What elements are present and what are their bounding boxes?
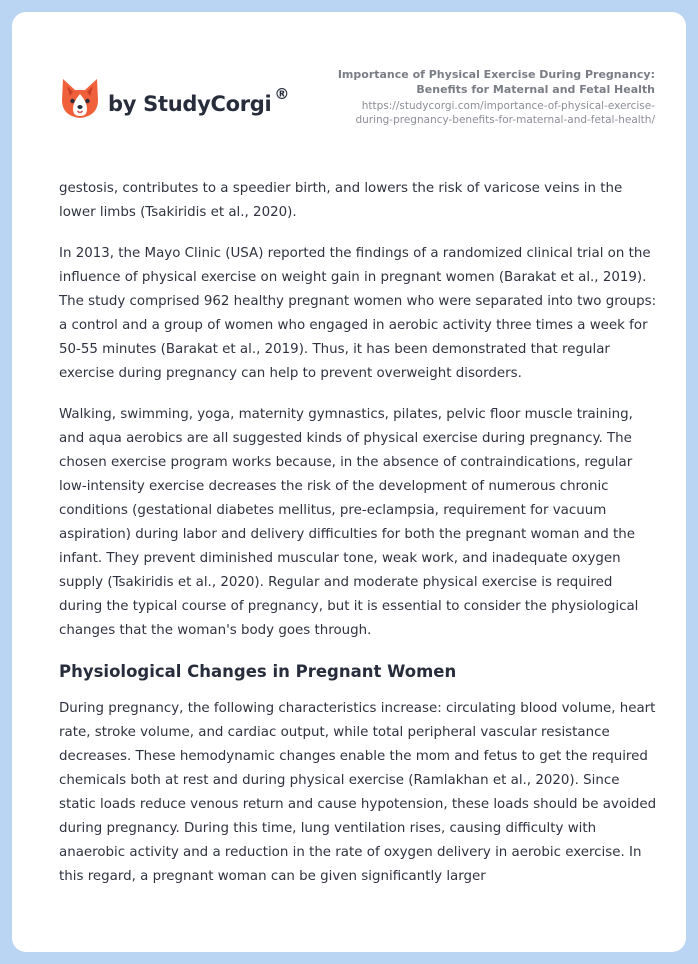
brand-name: by StudyCorgi ® <box>108 84 290 116</box>
paragraph: During pregnancy, the following characteristics increase: circulating blood volume, heart rate, stroke volume, and cardiac output, while total peripheral vascular resistance decreases. These hemodynamic changes enable the mom and fetus to get the required chemicals both at rest and during physical exercise (Ramlakhan et al., 2020). Since static loads reduce venous return and cause hypotension, these loads should be avoided during pregnancy. During this time, lung ventilation rises, causing difficulty with anaerobic activity and a reduction in the rate of oxygen delivery in aerobic exercise. In this regard, a pregnant woman can be given significantly larger <box>59 701 657 884</box>
trademark-symbol: ® <box>274 84 290 103</box>
document-title: Importance of Physical Exercise During Pregnancy: Benefits for Maternal and Fetal Health <box>337 68 655 96</box>
corgi-icon <box>60 76 100 120</box>
paragraph: Walking, swimming, yoga, maternity gymnastics, pilates, pelvic floor muscle training, and aqua aerobics are all suggested kinds of physical exercise during pregnancy. The chosen exercise program works because, in the absence of contraindications, regular low-intensity exercise decreases the risk of the development of numerous chronic conditions (gestational diabetes mellitus, pre-eclampsia, requirement for vacuum aspiration) during labor and delivery difficulties for both the pregnant woman and the infant. They prevent diminished muscular tone, weak work, and inadequate oxygen supply (Tsakiridis et al., 2020). Regular and moderate physical exercise is required during the typical course of pregnancy, but it is essential to consider the physiological changes that the woman's body goes through. <box>59 407 639 638</box>
document-meta <box>325 67 655 127</box>
document-body <box>59 177 659 906</box>
document-url[interactable]: https://studycorgi.com/importance-of-physical-exercise-during-pregnancy-benefits-for-maternal-and-fetal-health/ <box>355 100 655 126</box>
document-page <box>12 12 686 952</box>
section-heading: Physiological Changes in Pregnant Women <box>59 662 457 681</box>
studycorgi-logo[interactable] <box>60 76 289 120</box>
paragraph: In 2013, the Mayo Clinic (USA) reported the findings of a randomized clinical trial on the influence of physical exercise on weight gain in pregnant women (Barakat et al., 2019). The study comprised 962 healthy pregnant women who were separated into two groups: a control and a group of women who engaged in aerobic activity three times a week for 50-55 minutes (Barakat et al., 2019). Thus, it has been demonstrated that regular exercise during pregnancy can help to prevent overweight disorders. <box>59 246 657 381</box>
paragraph: gestosis, contributes to a speedier birth, and lowers the risk of varicose veins in the lower limbs (Tsakiridis et al., 2020). <box>59 181 623 220</box>
